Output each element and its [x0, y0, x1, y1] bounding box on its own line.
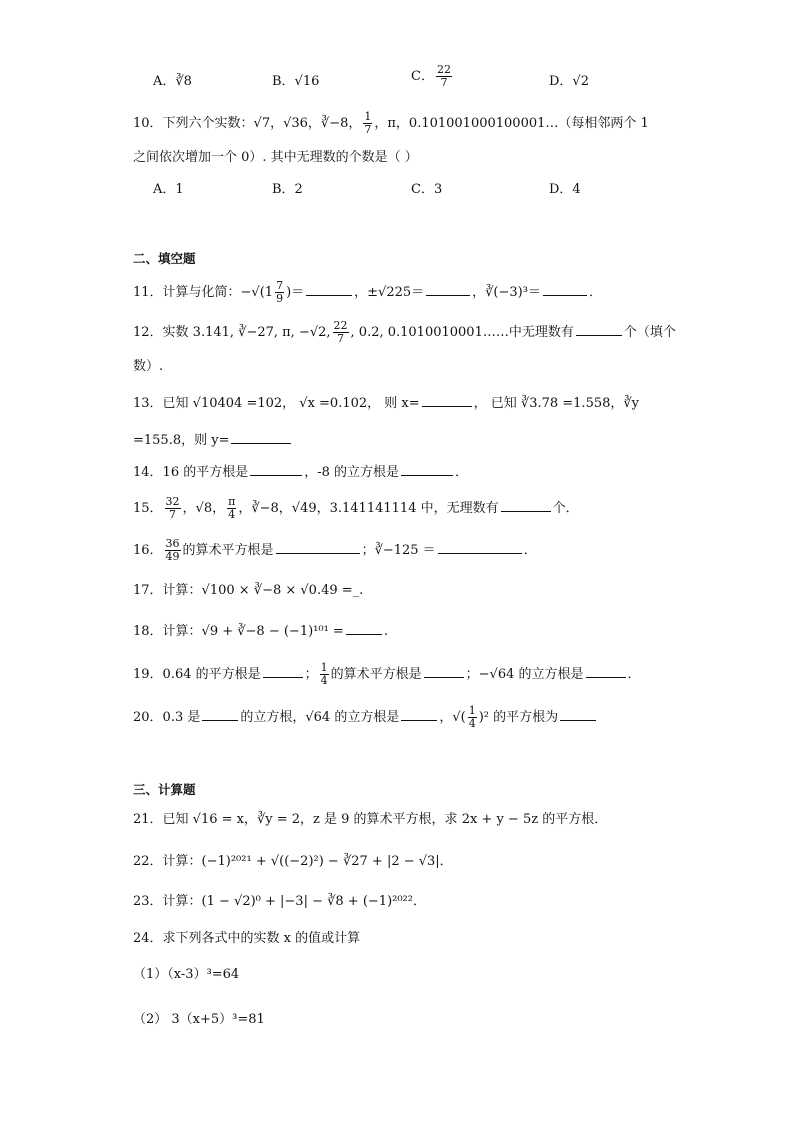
fraction: $\frac{22}{7}$ — [333, 319, 348, 345]
answer-blank[interactable] — [346, 621, 382, 635]
question-20: 20．0.3 是 的立方根，√64 的立方根是 ，√( $\frac{1}{4}$ )² 的平方根为 — [133, 705, 598, 730]
section-heading-fill-in: 二、填空题 — [133, 251, 196, 266]
question-12-line-1: 12．实数 3.141, ∛−27, π, −√2, $\frac{22}{7}$ , 0.2, 0.1010010001……中无理数有 个（填个 — [133, 319, 676, 345]
question-15: 15． $\frac{32}{7}$ ，√8， $\frac{\pi}{4}$ ，∛−8，√49，3.141141114 中，无理数有 个． — [133, 495, 579, 521]
fraction: $\frac{1}{4}$ — [468, 704, 476, 730]
q9-option-d: D．√2 — [549, 74, 589, 89]
question-17: 17．计算：√100 × ∛−8 × √0.49 =_. — [133, 583, 364, 598]
answer-blank[interactable] — [586, 664, 626, 678]
q9-option-b: B．√16 — [272, 74, 320, 89]
question-24: 24．求下列各式中的实数 x 的值或计算 — [133, 931, 361, 946]
answer-blank[interactable] — [401, 462, 453, 476]
fraction: $\frac{\pi}{4}$ — [228, 495, 236, 521]
q10-option-d: D．4 — [549, 182, 581, 197]
answer-blank[interactable] — [231, 430, 291, 444]
question-10-line-1: 10．下列六个实数：√7，√36，∛−8， $\frac{1}{7}$ ，π，0.101001000100001…（每相邻两个 1 — [133, 110, 649, 136]
fraction: $\frac{36}{49}$ — [165, 537, 180, 563]
answer-blank[interactable] — [422, 393, 472, 407]
fraction: $\frac{7}{9}$ — [276, 279, 284, 305]
answer-blank[interactable] — [543, 282, 587, 296]
question-16: 16． $\frac{36}{49}$ 的算术平方根是 ；∛−125 ＝ ． — [133, 537, 537, 563]
section-heading-calculation: 三、计算题 — [133, 782, 196, 797]
question-14: 14．16 的平方根是 ，-8 的立方根是 ． — [133, 462, 468, 483]
answer-blank[interactable] — [426, 282, 470, 296]
answer-blank[interactable] — [424, 664, 464, 678]
q9-option-c: C． $\frac{22}{7}$ — [411, 63, 451, 89]
question-13-line-1: 13．已知 √10404 =102， √x =0.102， 则 x= ， 已知 ∛3.78 =1.558，∛y — [133, 393, 639, 414]
answer-blank[interactable] — [250, 462, 302, 476]
question-24-part-2: （2） 3（x+5）³=81 — [133, 1012, 265, 1027]
question-21: 21．已知 √16 = x，∛y = 2，z 是 9 的算术平方根，求 2x + y − 5z 的平方根． — [133, 812, 608, 827]
question-18: 18．计算：√9 + ∛−8 − (−1)¹⁰¹ = . — [133, 621, 388, 642]
answer-blank[interactable] — [501, 498, 551, 512]
question-22: 22．计算：(−1)²⁰²¹ + √((−2)²) − ∛27 + |2 − √3|． — [133, 854, 453, 869]
q10-option-b: B．2 — [272, 182, 303, 197]
fraction: $\frac{32}{7}$ — [165, 495, 180, 521]
answer-blank[interactable] — [276, 540, 360, 554]
question-11: 11．计算与化简：−√(1 $\frac{7}{9}$ )＝ ，±√225＝ ，∛(−3)³＝ ． — [133, 279, 602, 305]
question-12-line-2: 数）. — [133, 359, 164, 374]
answer-blank[interactable] — [263, 664, 303, 678]
question-13-line-2: =155.8，则 y= — [133, 430, 293, 451]
question-24-part-1: （1）（x-3）³=64 — [133, 967, 240, 982]
question-19: 19．0.64 的平方根是 ； $\frac{1}{4}$ 的算术平方根是 ；−√64 的立方根是 ． — [133, 661, 641, 687]
fraction: $\frac{1}{4}$ — [320, 661, 328, 687]
answer-blank[interactable] — [576, 322, 622, 336]
fraction: $\frac{22}{7}$ — [436, 63, 451, 89]
question-23: 23．计算：(1 − √2)⁰ + |−3| − ∛8 + (−1)²⁰²²． — [133, 894, 426, 909]
answer-blank[interactable] — [401, 707, 437, 721]
answer-blank[interactable] — [560, 707, 596, 721]
answer-blank[interactable] — [306, 282, 352, 296]
q9-option-a: A．∛8 — [153, 74, 192, 89]
q10-option-a: A．1 — [153, 182, 184, 197]
q10-option-c: C．3 — [411, 182, 443, 197]
answer-blank[interactable] — [438, 540, 522, 554]
question-10-line-2: 之间依次增加一个 0）. 其中无理数的个数是（ ） — [133, 150, 418, 165]
fraction: $\frac{1}{7}$ — [364, 110, 372, 136]
answer-blank[interactable] — [202, 707, 238, 721]
